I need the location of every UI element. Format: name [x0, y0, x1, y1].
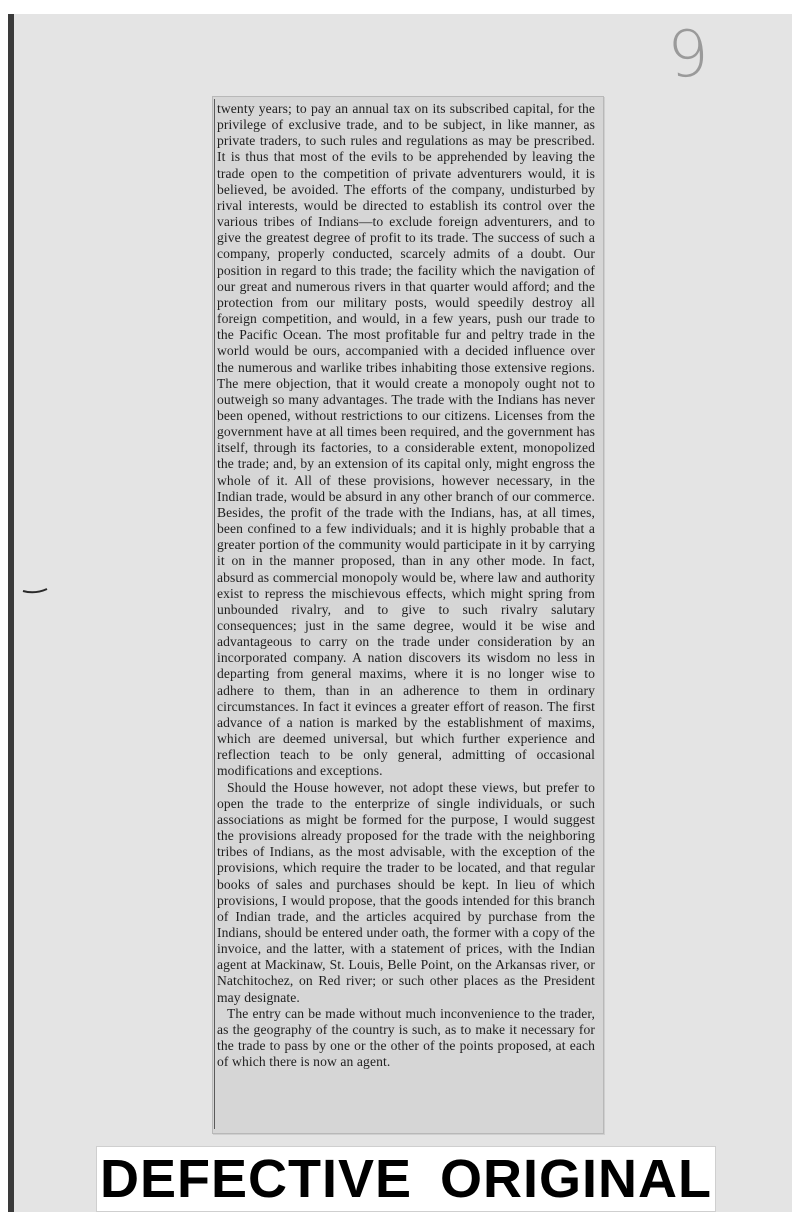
- article-paragraph-2: Should the House however, not adopt these views, but prefer to open the trade to the enterprize of single individuals, or such associations as might be formed for the purpose, I would suggest the provisions already proposed for the trade with the neighboring tribes of Indians, as the most advisable, with the exception of the provisions, which require the trader to be located, and that regular books of sales and purchases should be kept. In lieu of which provisions, I would propose, that the goods intended for this branch of Indian trade, and the articles acquired by purchase from the Indians, should be entered under oath, the former with a copy of the invoice, and the latter, with a statement of prices, with the Indian agent at Mackinaw, St. Louis, Belle Point, on the Arkansas river, or Natchitochez, on Red river; or such other places as the President may designate.: [217, 779, 595, 1005]
- column-rule: [214, 99, 215, 1129]
- banner-text: DEFECTIVE ORIGINAL: [99, 1149, 713, 1209]
- article-paragraph-1: twenty years; to pay an annual tax on its subscribed capital, for the privilege of exclusive trade, and to be subject, in like manner, as private traders, to such rules and regulations as may be prescribed. It is thus that most of the evils to be apprehended by leaving the trade open to the competition of private adventurers would, it is believed, be avoided. The efforts of the company, undisturbed by rival interests, would be directed to establish its control over the various tribes of Indians—to exclude foreign adventurers, and to give the greatest degree of profit to its trade. The success of such a company, properly conducted, scarcely admits of a doubt. Our position in regard to this trade; the facility which the navigation of our great and numerous rivers in that quarter would afford; and the protection from our military posts, would speedily destroy all foreign competition, and would, in a few years, push our trade to the Pacific Ocean. The most profitable fur and peltry trade in the world would be ours, accompanied with a decided influence over the numerous and warlike tribes inhabiting those extensive regions. The mere objection, that it would create a monopoly ought not to outweigh so many advantages. The trade with the Indians has never been opened, without restrictions to our citizens. Licenses from the government have at all times been required, and the government has itself, through its factories, to a considerable extent, monopolized the trade; and, by an extension of its capital only, might engross the whole of it. All of these provisions, however necessary, in the Indian trade, would be absurd in any other branch of our commerce. Besides, the profit of the trade with the Indians, has, at all times, been confined to a few individuals; and it is highly probable that a greater portion of the community would participate in it by carrying it on in the manner proposed, than in any other mode. In fact, absurd as commercial monopoly would be, where law and authority exist to repress the mischievous effects, which might spring from unbounded rivalry, and to give to such rivalry salutary consequences; just in the same degree, would it be wise and advantageous to carry on the trade under consideration by an incorporated company. A nation discovers its wisdom no less in departing from general maxims, where it is no longer wise to adhere to them, than in an adherence to them in ordinary circumstances. In fact it evinces a greater effort of reason. The first advance of a nation is marked by the establishment of maxims, which are deemed universal, but which further experience and reflection teach to be only general, admitting of occasional modifications and exceptions.: [217, 101, 595, 779]
- article-column: [217, 101, 595, 1128]
- article-paragraph-3: The entry can be made without much inconvenience to the trader, as the geography of the country is such, as to make it necessary for the trade to pass by one or the other of the points proposed, at each of which there is now an agent.: [217, 1005, 595, 1070]
- margin-mark: [22, 588, 48, 594]
- handwritten-page-number: 9: [665, 16, 712, 94]
- defective-original-banner: [96, 1146, 716, 1212]
